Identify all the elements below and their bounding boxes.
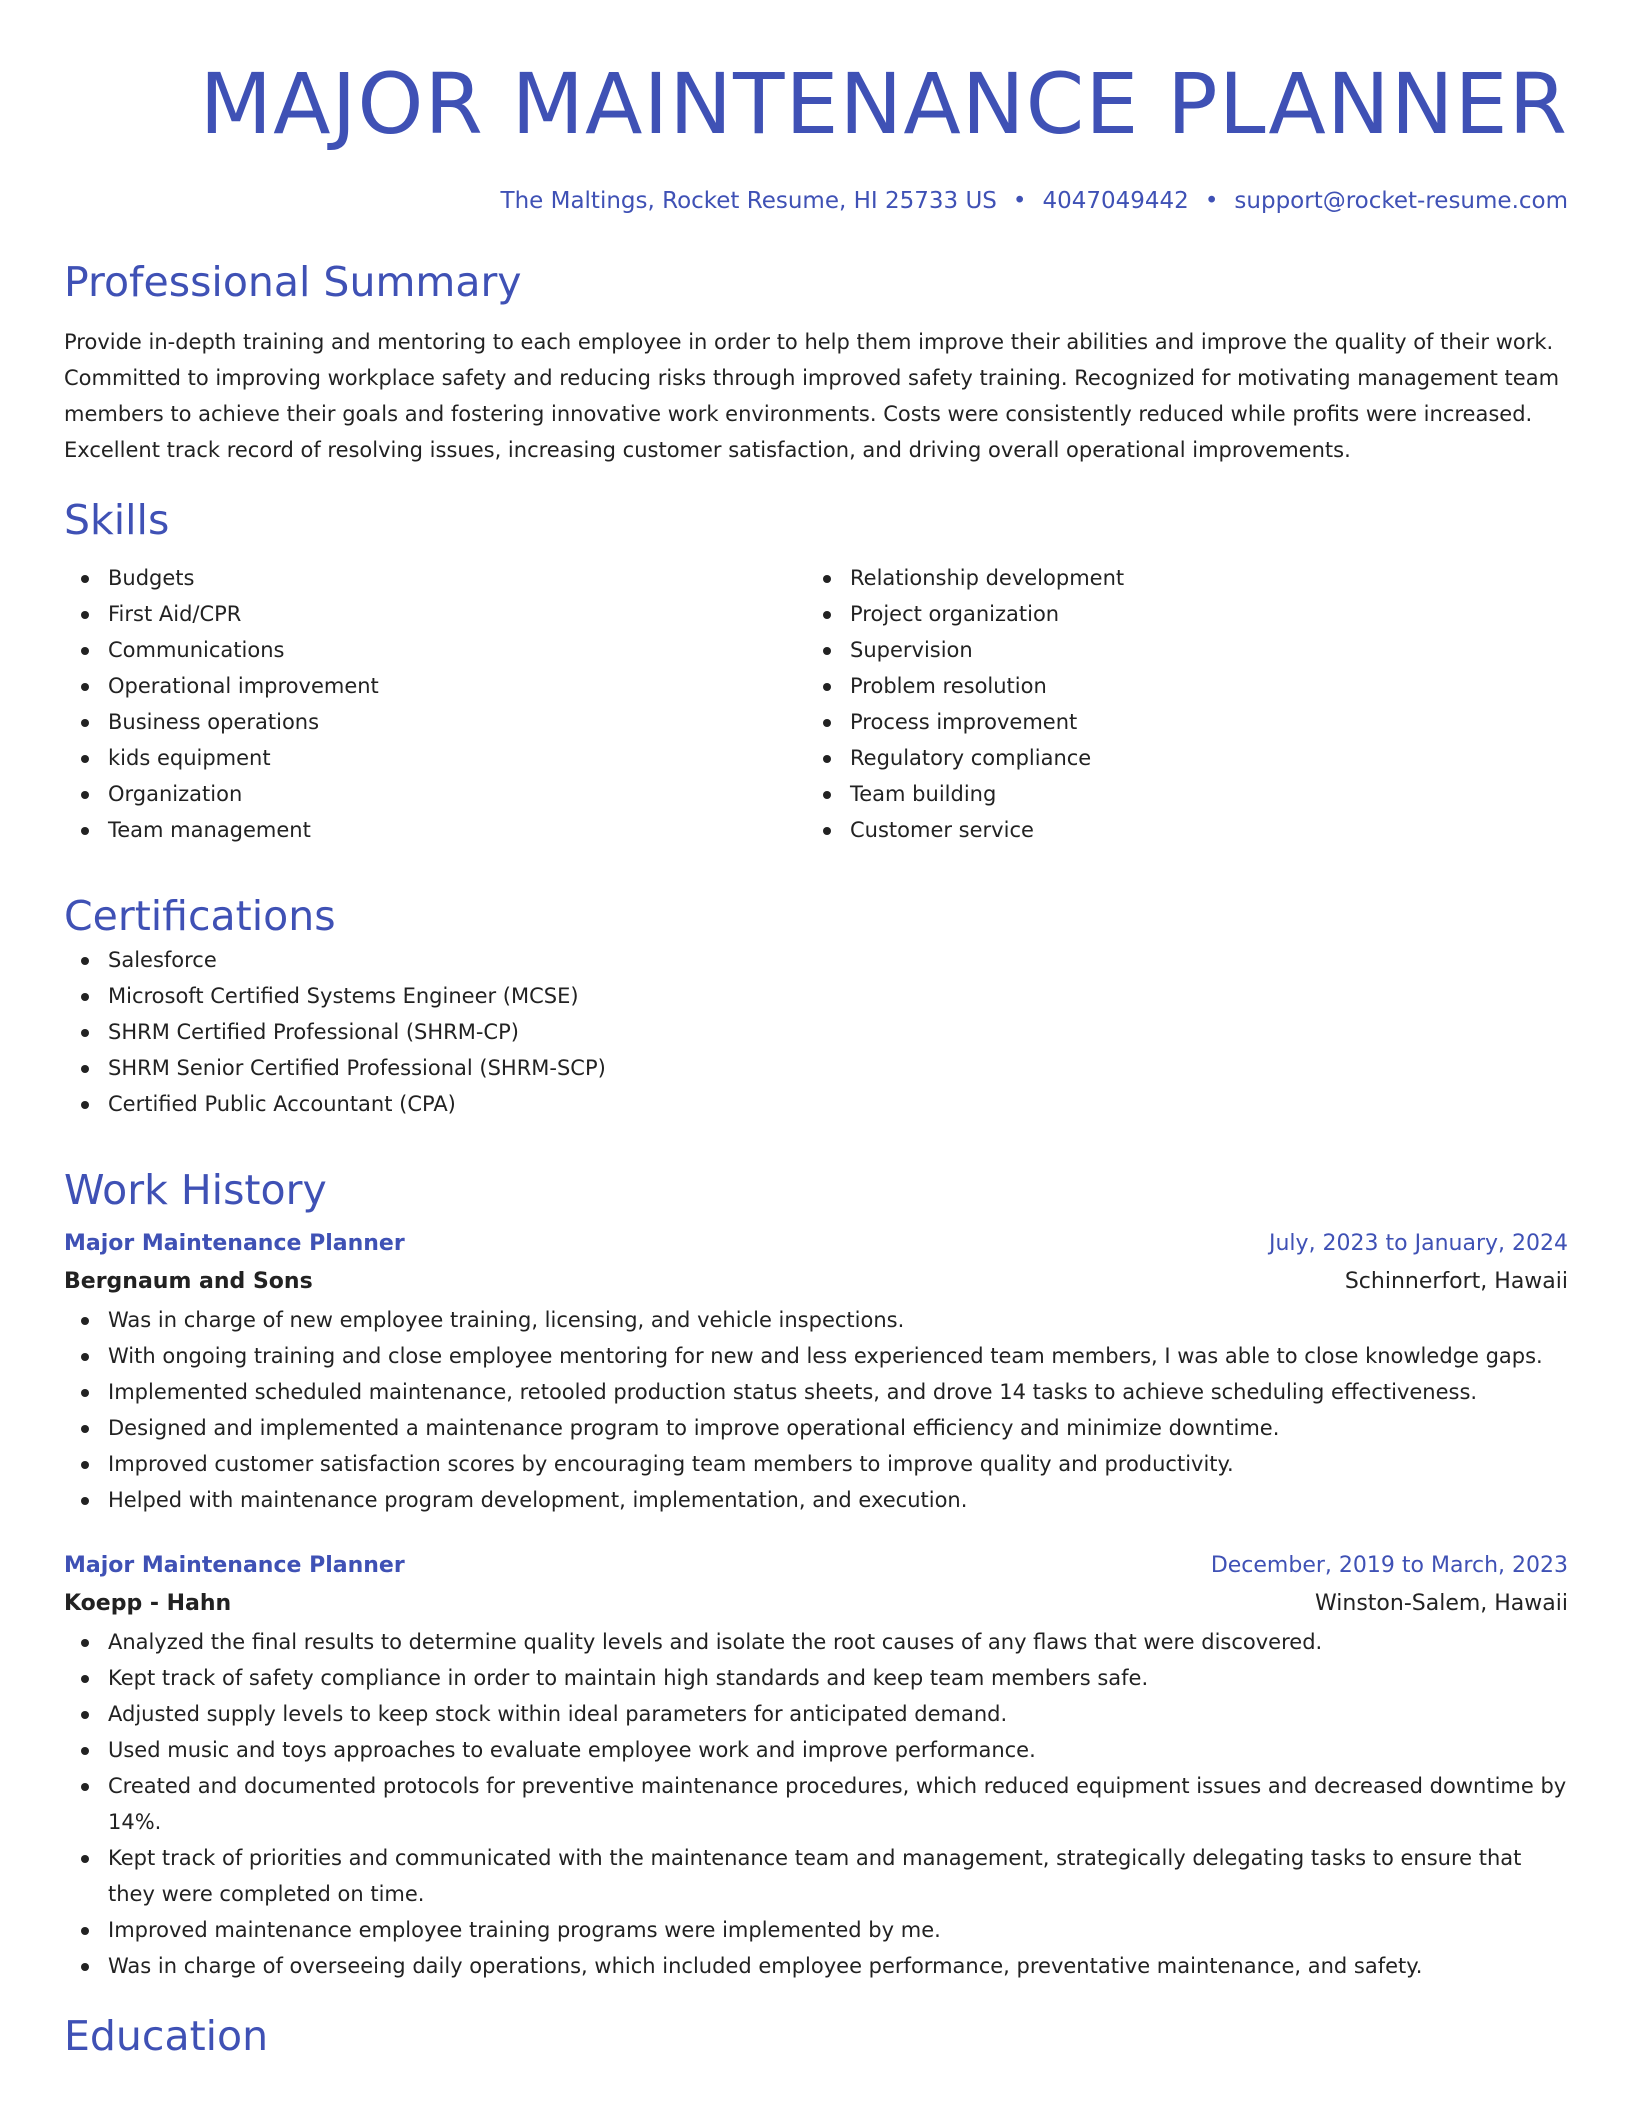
- job-bullets: [64, 1302, 1568, 1518]
- skill-item: Budgets: [64, 560, 806, 596]
- skill-item: Project organization: [806, 596, 1548, 632]
- job-title-row: [64, 1226, 1568, 1262]
- job-bullet: Designed and implemented a maintenance program to improve operational efficiency and minimize downtime.: [64, 1410, 1568, 1446]
- skill-item: Customer service: [806, 812, 1548, 848]
- contact-phone: 4047049442: [1042, 188, 1189, 214]
- skill-item: Communications: [64, 632, 806, 668]
- skill-item: Business operations: [64, 704, 806, 740]
- resume-page: [64, 0, 1568, 2062]
- job-bullet: Kept track of safety compliance in order to maintain high standards and keep team members safe.: [64, 1660, 1568, 1696]
- skill-item: Process improvement: [806, 704, 1548, 740]
- work-history-heading: Work History: [64, 1166, 327, 1214]
- skills-list-right: [806, 560, 1548, 848]
- summary-section: [64, 256, 1568, 468]
- job-location: Schinnerfort, Hawaii: [1344, 1269, 1568, 1294]
- job-company: Bergnaum and Sons: [64, 1269, 313, 1294]
- skills-heading: Skills: [64, 496, 170, 544]
- summary-heading: Professional Summary: [64, 258, 522, 306]
- job-entry: [64, 1548, 1568, 1984]
- job-bullet: Used music and toys approaches to evaluate employee work and improve performance.: [64, 1732, 1568, 1768]
- resume-header: [64, 0, 1568, 216]
- contact-separator: •: [1012, 188, 1027, 214]
- job-bullet: Improved customer satisfaction scores by encouraging team members to improve quality and productivity.: [64, 1446, 1568, 1482]
- job-dates: December, 2019 to March, 2023: [1210, 1553, 1568, 1578]
- certification-item: Microsoft Certified Systems Engineer (MCSE): [64, 978, 1568, 1014]
- skills-column-left: [64, 560, 806, 848]
- education-heading: Education: [64, 2012, 269, 2060]
- work-history-section: [64, 1164, 1568, 1984]
- certification-item: Certified Public Accountant (CPA): [64, 1086, 1568, 1122]
- skills-column-right: [806, 560, 1548, 848]
- job-bullet: Was in charge of new employee training, licensing, and vehicle inspections.: [64, 1302, 1568, 1338]
- contact-line: [64, 186, 1568, 216]
- job-bullet: Adjusted supply levels to keep stock within ideal parameters for anticipated demand.: [64, 1696, 1568, 1732]
- job-bullets: [64, 1624, 1568, 1984]
- education-section: [64, 2010, 1568, 2062]
- contact-email: support@rocket-resume.com: [1234, 188, 1568, 214]
- certification-item: SHRM Senior Certified Professional (SHRM-SCP): [64, 1050, 1568, 1086]
- job-entry: [64, 1226, 1568, 1518]
- skill-item: Regulatory compliance: [806, 740, 1548, 776]
- skill-item: Team management: [64, 812, 806, 848]
- job-company-row: [64, 1262, 1568, 1302]
- job-bullet: Created and documented protocols for preventive maintenance procedures, which reduced equipment issues and decreased downtime by 14%.: [64, 1768, 1568, 1840]
- job-bullet: Was in charge of overseeing daily operations, which included employee performance, preventative maintenance, and safety.: [64, 1948, 1568, 1984]
- skill-item: Problem resolution: [806, 668, 1548, 704]
- job-company: Koepp - Hahn: [64, 1591, 232, 1616]
- candidate-name: MAJOR MAINTENANCE PLANNER: [199, 55, 1568, 153]
- skills-section: [64, 494, 1568, 848]
- job-dates: July, 2023 to January, 2024: [1269, 1231, 1568, 1256]
- skill-item: Supervision: [806, 632, 1548, 668]
- skill-item: Relationship development: [806, 560, 1548, 596]
- contact-separator: •: [1204, 188, 1219, 214]
- certifications-heading: Certifications: [64, 892, 336, 940]
- certifications-section: [64, 890, 1568, 1122]
- job-bullet: Kept track of priorities and communicated with the maintenance team and management, strategically delegating tasks to ensure that they were completed on time.: [64, 1840, 1568, 1912]
- job-bullet: Helped with maintenance program development, implementation, and execution.: [64, 1482, 1568, 1518]
- job-bullet: Improved maintenance employee training programs were implemented by me.: [64, 1912, 1568, 1948]
- certification-item: SHRM Certified Professional (SHRM-CP): [64, 1014, 1568, 1050]
- job-bullet: Analyzed the final results to determine quality levels and isolate the root causes of any flaws that were discovered.: [64, 1624, 1568, 1660]
- skill-item: First Aid/CPR: [64, 596, 806, 632]
- skills-list-left: [64, 560, 806, 848]
- skills-grid: [64, 560, 1568, 848]
- skill-item: kids equipment: [64, 740, 806, 776]
- certification-item: Salesforce: [64, 942, 1568, 978]
- job-title: Major Maintenance Planner: [64, 1231, 405, 1256]
- job-company-row: [64, 1584, 1568, 1624]
- skill-item: Organization: [64, 776, 806, 812]
- summary-text: Provide in-depth training and mentoring to each employee in order to help them improve their abilities and improve the quality of their work. Committed to improving workplace safety and reducing risks through improved safety training. Recognized for motivating management team members to achieve their goals and fostering innovative work environments. Costs were consistently reduced while profits were increased. Excellent track record of resolving issues, increasing customer satisfaction, and driving overall operational improvements.: [64, 330, 1560, 462]
- skill-item: Operational improvement: [64, 668, 806, 704]
- job-title-row: [64, 1548, 1568, 1584]
- job-title: Major Maintenance Planner: [64, 1553, 405, 1578]
- job-location: Winston-Salem, Hawaii: [1315, 1591, 1568, 1616]
- certifications-list: [64, 942, 1568, 1122]
- contact-address: The Maltings, Rocket Resume, HI 25733 US: [500, 188, 997, 214]
- skill-item: Team building: [806, 776, 1548, 812]
- job-bullet: Implemented scheduled maintenance, retooled production status sheets, and drove 14 tasks to achieve scheduling effectiveness.: [64, 1374, 1568, 1410]
- job-bullet: With ongoing training and close employee mentoring for new and less experienced team members, I was able to close knowledge gaps.: [64, 1338, 1568, 1374]
